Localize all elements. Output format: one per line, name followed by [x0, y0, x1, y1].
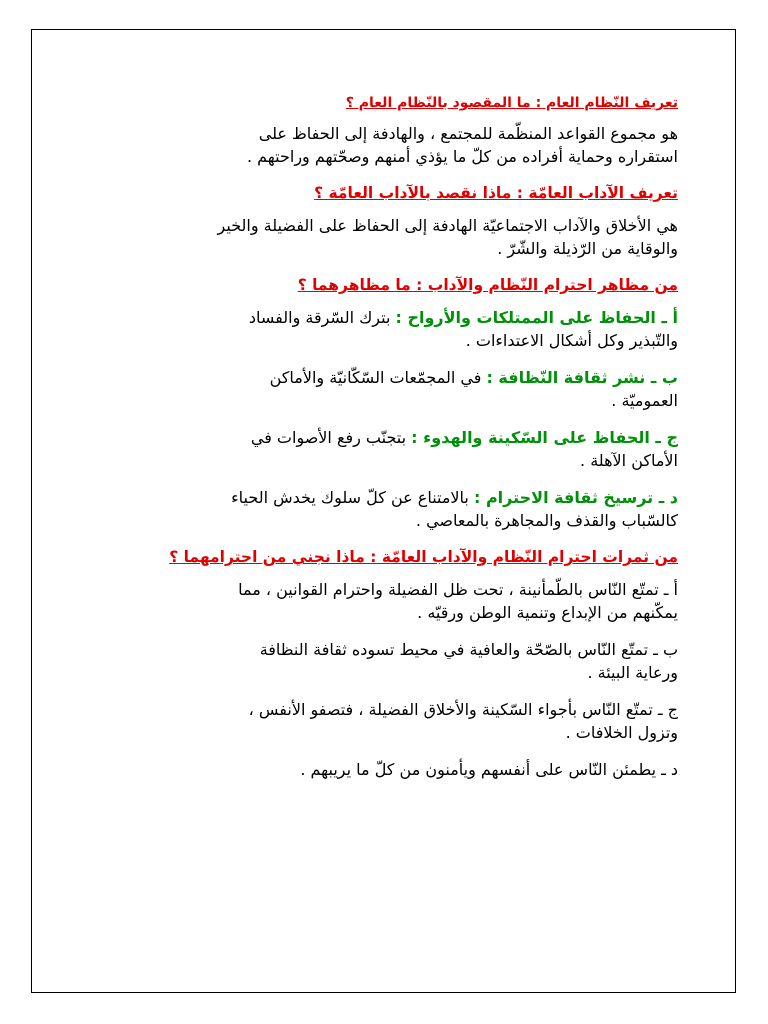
list-item-benefit: [90, 578, 678, 624]
list-item-manifestation: [90, 486, 678, 532]
text-line: ورعاية البيئة .: [587, 663, 678, 682]
text-line: استقراره وحماية أفراده من كلّ ما يؤذي أمنهم وصحّتهم وراحتهم .: [246, 147, 678, 166]
item-text: بتجنّب رفع الأصوات في: [250, 428, 412, 447]
text-line: د ـ يطمئن النّاس على أنفسهم ويأمنون من كلّ ما يريبهم .: [300, 760, 678, 779]
text-line: هي الأخلاق والآداب الاجتماعيّة الهادفة إلى الحفاظ على الفضيلة والخير: [217, 216, 678, 235]
heading-benefits: من ثمرات احترام النّظام والآداب العامّة : ماذا نجني من احترامهما ؟: [169, 548, 678, 566]
text-line: والتّبذير وكل أشكال الاعتداءات .: [465, 331, 678, 350]
heading-public-morals-definition: تعريف الآداب العامّة : ماذا نقصد بالآداب العامّة ؟: [314, 184, 678, 202]
text-line: ج ـ تمتّع النّاس بأجواء السّكينة والأخلاق الفضيلة ، فتصفو الأنفس ،: [248, 700, 678, 719]
item-label: أ ـ الحفاظ على الممتلكات والأرواح :: [395, 308, 678, 327]
list-item-benefit: [90, 638, 678, 684]
text-line: الأماكن الآهلة .: [580, 451, 678, 470]
text-line: [90, 306, 678, 329]
text-line: [90, 366, 678, 389]
document-content: [90, 92, 678, 795]
item-text: في المجمّعات السّكّانيّة والأماكن: [269, 368, 487, 387]
text-line: [90, 426, 678, 449]
item-text: بالامتناع عن كلّ سلوك يخدش الحياء: [231, 488, 474, 507]
text-line: هو مجموع القواعد المنظّمة للمجتمع ، والهادفة إلى الحفاظ على: [258, 124, 678, 143]
text-line: يمكّنهم من الإبداع وتنمية الوطن ورقيّه .: [417, 603, 678, 622]
item-text: بترك السّرقة والفساد: [248, 308, 396, 327]
item-label: د ـ ترسيخ ثقافة الاحترام :: [473, 488, 678, 507]
list-item-benefit: [90, 698, 678, 744]
item-label: ب ـ نشر ثقافة النّظافة :: [486, 368, 678, 387]
list-item-manifestation: [90, 306, 678, 352]
text-line: والوقاية من الرّذيلة والشّرّ .: [497, 239, 678, 258]
text-line: كالسّباب والقذف والمجاهرة بالمعاصي .: [415, 511, 678, 530]
list-item-manifestation: [90, 366, 678, 412]
list-item-manifestation: [90, 426, 678, 472]
text-line: ب ـ تمتّع النّاس بالصّحّة والعافية في محيط تسوده ثقافة النظافة: [259, 640, 678, 659]
heading-manifestations: من مظاهر احترام النّظام والآداب : ما مظاهرهما ؟: [297, 276, 678, 294]
item-label: ج ـ الحفاظ على السّكينة والهدوء :: [411, 428, 678, 447]
text-line: أ ـ تمتّع النّاس بالطّمأنينة ، تحت ظل الفضيلة واحترام القوانين ، مما: [238, 580, 678, 599]
text-line: وتزول الخلافات .: [565, 723, 678, 742]
list-item-benefit: [90, 758, 678, 781]
heading-public-order-definition: تعريف النّظام العام : ما المقصود بالنّظام العام ؟: [345, 95, 678, 111]
text-line: [90, 486, 678, 509]
text-line: العموميّة .: [611, 391, 678, 410]
paragraph-public-morals: [90, 214, 678, 260]
paragraph-public-order: [90, 122, 678, 168]
